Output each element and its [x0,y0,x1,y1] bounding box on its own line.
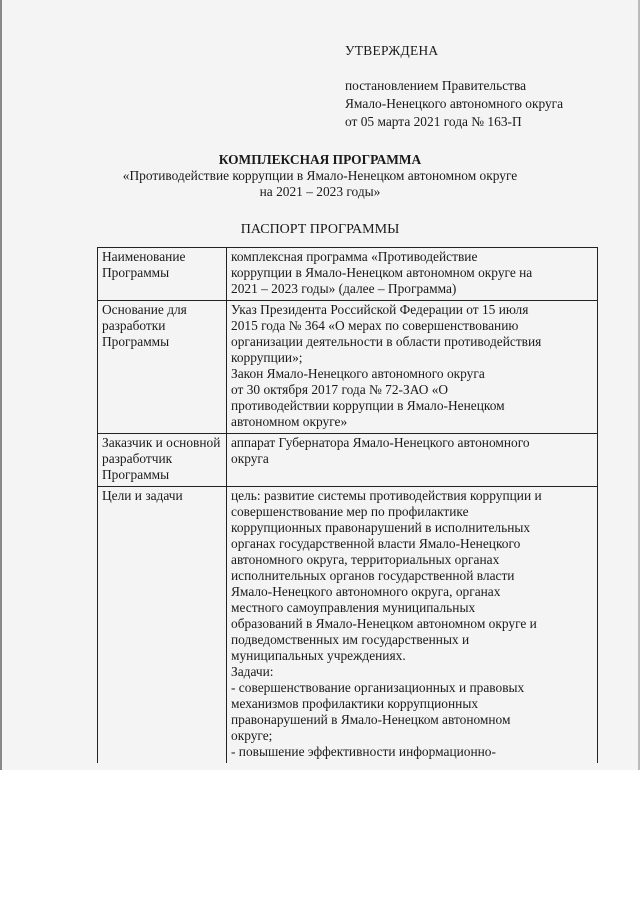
row-value: аппарат Губернатора Ямало-Ненецкого автономного округа [227,434,598,487]
row-value: комплексная программа «Противодействие коррупции в Ямало-Ненецком автономном округе на 2021 – 2023 годы» (далее – Программа) [227,248,598,301]
passport-heading: ПАСПОРТ ПРОГРАММЫ [240,222,400,237]
table-row [98,248,598,301]
program-title [0,152,640,200]
approval-line-1: постановлением Правительства [345,78,527,93]
approval-line-3: от 05 марта 2021 года № 163-П [345,114,522,129]
row-label: Наименование Программы [98,248,227,301]
program-title-main: КОМПЛЕКСНАЯ ПРОГРАММА [218,152,422,167]
program-title-sub-1: «Противодействие коррупции в Ямало-Ненецком автономном округе [122,168,518,183]
approval-line-2: Ямало-Ненецкого автономного округа [345,96,564,111]
scan-edge-left [0,0,2,770]
table-row [98,487,598,764]
program-title-sub-2: на 2021 – 2023 годы» [259,184,381,199]
row-label: Цели и задачи [98,487,227,764]
row-label: Заказчик и основной разработчик Программы [98,434,227,487]
row-label: Основание для разработки Программы [98,301,227,434]
approval-heading: УТВЕРЖДЕНА [345,43,439,58]
table-row [98,301,598,434]
table-row [98,434,598,487]
row-value: Указ Президента Российской Федерации от 15 июля 2015 года № 364 «О мерах по совершенствованию организации деятельности в области противодействия коррупции»; Закон Ямало-Ненецкого автономного округа от 30 октября 2017 года № 72-ЗАО «О противодействии коррупции в Ямало-Ненецком автономном округе» [227,301,598,434]
approval-block [345,42,563,131]
row-value: цель: развитие системы противодействия коррупции и совершенствование мер по профилактике коррупционных правонарушений в исполнительных органах государственной власти Ямало-Ненецкого автономного округа, территориальных органах исполнительных органов государственной власти Ямало-Ненецкого автономного округа, органах местного самоуправления муниципальных образований в Ямало-Ненецком автономном округе и подведомственных им государственных и муниципальных учреждениях. Задачи: - совершенствование организационных и правовых механизмов профилактики коррупционных правонарушений в Ямало-Ненецком автономном округе; - повышение эффективности информационно- [227,487,598,764]
blank-area [0,770,640,905]
passport-table [97,247,598,763]
